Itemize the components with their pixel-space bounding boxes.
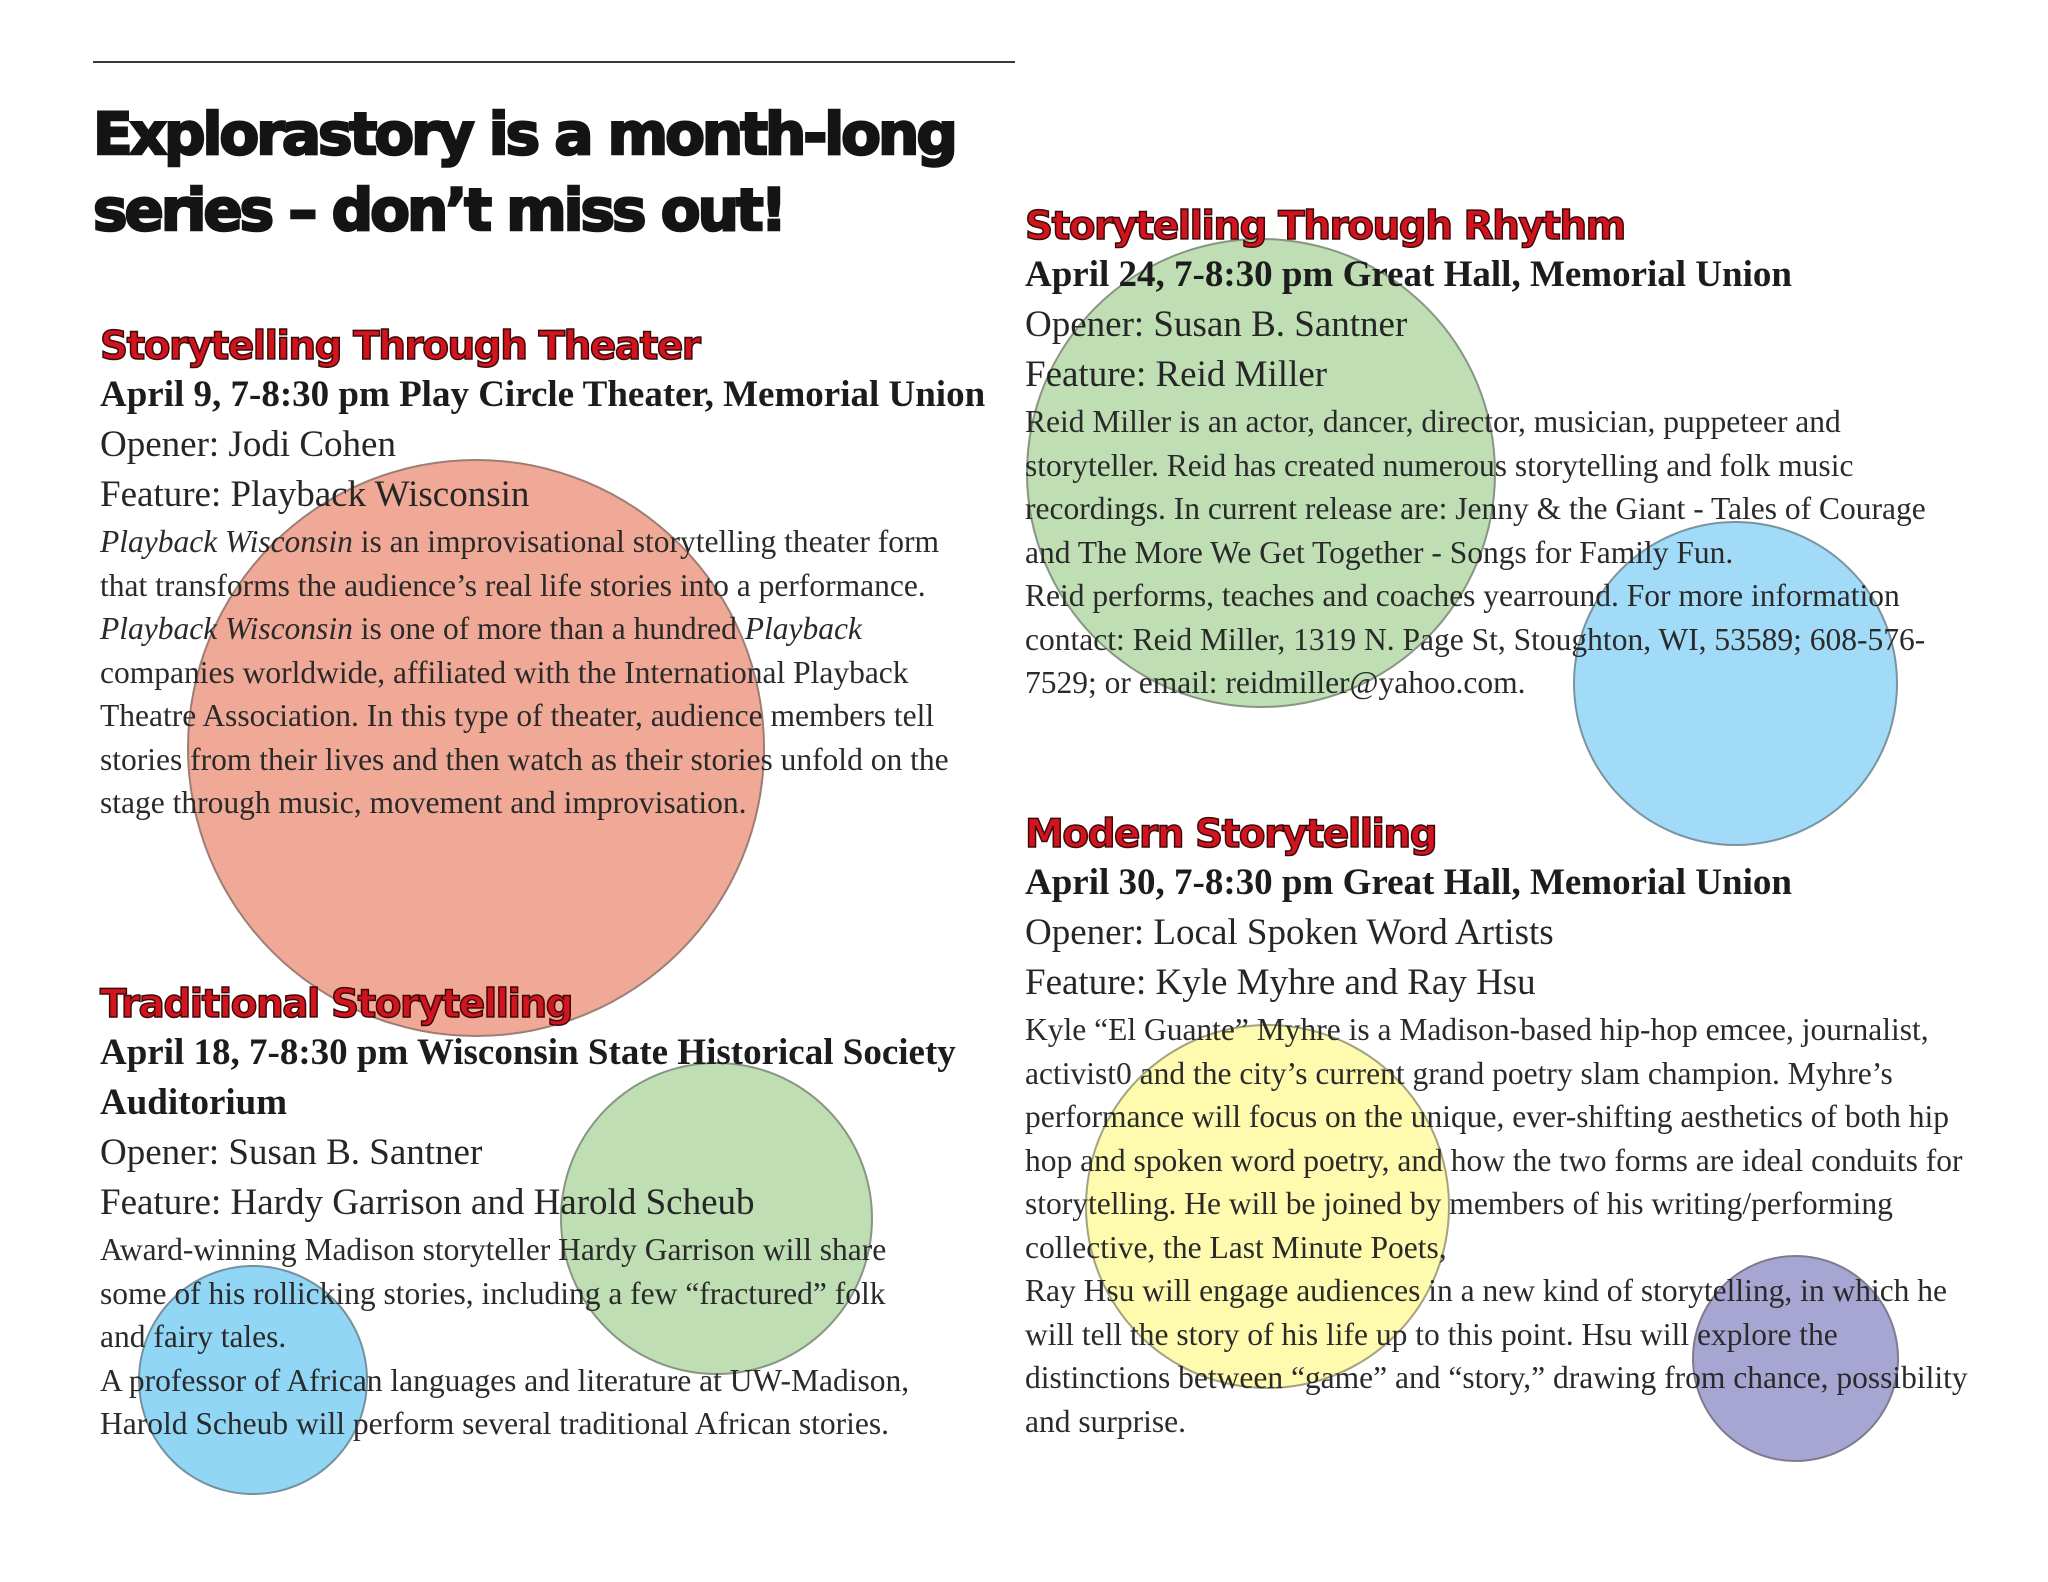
event-description-2: Ray Hsu will engage audiences in a new kind of storytelling, in which he will tell the story of his life up to this point. Hsu will explore the distinctions between “game” and “story,” drawing from chance, possibility and surprise. xyxy=(1025,1273,1968,1439)
section-heading: Storytelling Through Rhythm xyxy=(1025,204,1625,249)
section-heading: Storytelling Through Theater xyxy=(100,324,700,369)
section-heading: Modern Storytelling xyxy=(1025,812,1437,857)
event-description: Playback Wisconsin is an improvisational storytelling theater form that transforms the audience’s real life stories into a performance. Playback Wisconsin is one of more than a hundred Playback companies worldwide, affiliated with the International Playback Theatre Association. In this type of theater, audience members tell stories from their lives and then watch as their stories unfold on the stage through music, movement and improvisation. xyxy=(100,524,949,820)
event-description-1: Award-winning Madison storyteller Hardy Garrison will share some of his rollicking stories, including a few “fractured” folk and fairy tales. xyxy=(100,1232,887,1354)
company-word: Playback xyxy=(744,611,862,646)
event-description-1: Kyle “El Guante” Myhre is a Madison-based hip-hop emcee, journalist, activist0 and the city’s current grand poetry slam champion. Myhre’s performance will focus on the unique, ever-shifting aesthetics of both hip hop and spoken word poetry, and how the two forms are ideal conduits for storytelling. He will be joined by members of his writing/performing collective, the Last Minute Poets, xyxy=(1025,1012,1963,1265)
event-feature: Feature: Kyle Myhre and Ray Hsu xyxy=(1025,962,1536,1003)
event-description-1: Reid Miller is an actor, dancer, director, musician, puppeteer and storyteller. Reid has created numerous storytelling and folk music recordings. In current release are: Jenny & the Giant - Tales of Courage and The More We Get Together - Songs for Family Fun. xyxy=(1025,404,1926,570)
event-traditional xyxy=(100,982,980,1446)
event-dateline: April 30, 7-8:30 pm Great Hall, Memorial Union xyxy=(1025,862,1792,903)
page-title: Explorastory is a month-long series – don’t miss out! xyxy=(93,100,955,244)
top-rule xyxy=(93,61,1015,63)
event-dateline: April 18, 7-8:30 pm Wisconsin State Historical Society Auditorium xyxy=(100,1032,956,1123)
section-heading: Traditional Storytelling xyxy=(100,982,573,1027)
event-opener: Opener: Local Spoken Word Artists xyxy=(1025,912,1554,953)
company-name: Playback Wisconsin xyxy=(100,611,353,646)
event-feature: Feature: Reid Miller xyxy=(1025,354,1328,395)
event-feature: Feature: Hardy Garrison and Harold Scheub xyxy=(100,1182,755,1223)
event-feature: Feature: Playback Wisconsin xyxy=(100,474,530,515)
event-dateline: April 24, 7-8:30 pm Great Hall, Memorial Union xyxy=(1025,254,1792,295)
event-description-2: Reid performs, teaches and coaches yearround. For more information contact: Reid Miller, 1319 N. Page St, Stoughton, WI, 53589; 608-576-7529; or email: reidmiller@yahoo.com. xyxy=(1025,578,1926,700)
event-opener: Opener: Susan B. Santner xyxy=(100,1132,483,1173)
event-dateline: April 9, 7-8:30 pm Play Circle Theater, Memorial Union xyxy=(100,374,986,415)
event-opener: Opener: Susan B. Santner xyxy=(1025,304,1408,345)
event-modern xyxy=(1025,812,1985,1443)
event-theater xyxy=(100,324,1000,825)
company-name: Playback Wisconsin xyxy=(100,524,353,559)
event-description-2: A professor of African languages and literature at UW-Madison, Harold Scheub will perform several traditional African stories. xyxy=(100,1362,910,1441)
event-opener: Opener: Jodi Cohen xyxy=(100,424,396,465)
event-rhythm xyxy=(1025,204,1975,705)
